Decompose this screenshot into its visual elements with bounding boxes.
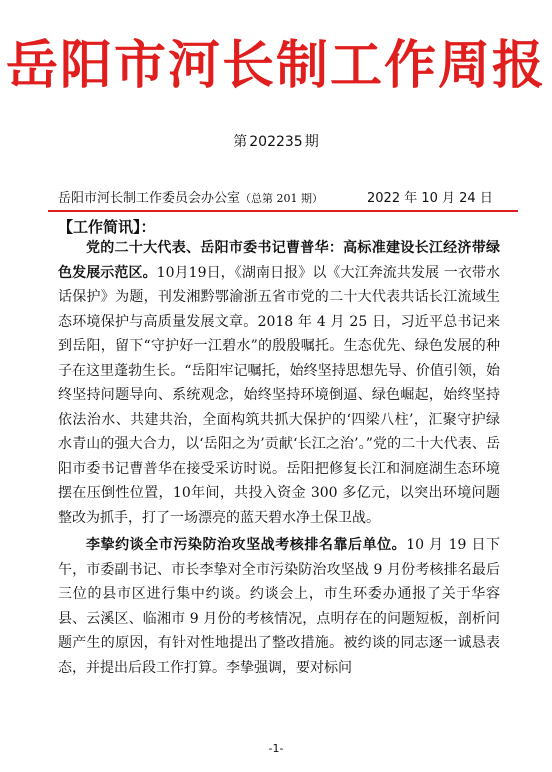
page-number: -1- [268, 742, 284, 755]
article-paragraph [58, 533, 500, 680]
article-body [58, 236, 500, 680]
publishing-office: 岳阳市河长制工作委员会办公室 [58, 191, 241, 206]
article-paragraph [58, 236, 500, 530]
issue-number-value: 202235 [249, 134, 303, 150]
issue-suffix: 期 [304, 134, 319, 150]
article-text: 10月19日，《湖南日报》以《大江奔流共发展 一衣带水话保护》为题，刊发湘黔鄂渝浙五省市党的二十大代表共话长江流域生态环境保护与高质量发展文章。2018 年 4 月 25 日，习近平总书记来到岳阳，留下“守护好一江碧水”的殷殷嘱托。生态优先、绿色发展的种子在这里蓬勃生长。“岳阳牢记嘱托，始终坚持思想先导、价值引领，始终坚持问题导向、系统观念，始终坚持环境倒逼、绿色崛起，始终坚持依法治水、共建共治，全面构筑共抓大保护的‘四梁八柱’，汇聚守护绿水青山的强大合力，以‘岳阳之为’贡献‘长江之治’。”党的二十大代表、岳阳市委书记曹普华在接受采访时说。岳阳把修复长江和洞庭湖生态环境摆在压倒性位置，10年间，共投入资金 300 多亿元，以突出环境问题整改为抓手，打了一场漂亮的蓝天碧水净土保卫战。 [58, 264, 501, 526]
article-headline: 李挚约谈全市污染防治攻坚战考核排名靠后单位。 [86, 537, 407, 553]
byline [58, 190, 518, 208]
article-text: 10 月 19 日下午，市委副书记、市长李挚对全市污染防治攻坚战 9 月份考核排名最后三位的县市区进行集中约谈。约谈会上，市生环委办通报了关于华容县、云溪区、临湘市 9 月份的考核情况，点明存在的问题短板，剖析问题产生的原因，有针对性地提出了整改措施。被约谈的同志逐一诚恳表态，并提出后段工作打算。李挚强调，要对标问 [58, 537, 500, 676]
issue-prefix: 第 [233, 134, 248, 150]
section-heading: 【工作简讯】： [58, 218, 156, 236]
total-issue-number: （总第 201 期） [240, 192, 324, 205]
issue-number [0, 131, 552, 151]
newsletter-masthead: 岳阳市河长制工作周报 [5, 35, 546, 96]
publication-date: 2022 年 10 月 24 日 [367, 191, 493, 206]
header-divider [48, 210, 518, 212]
article-headline: 党的二十大代表、岳阳市委书记曹普华：高标准建设长江经济带绿色发展示范区。 [58, 240, 500, 281]
